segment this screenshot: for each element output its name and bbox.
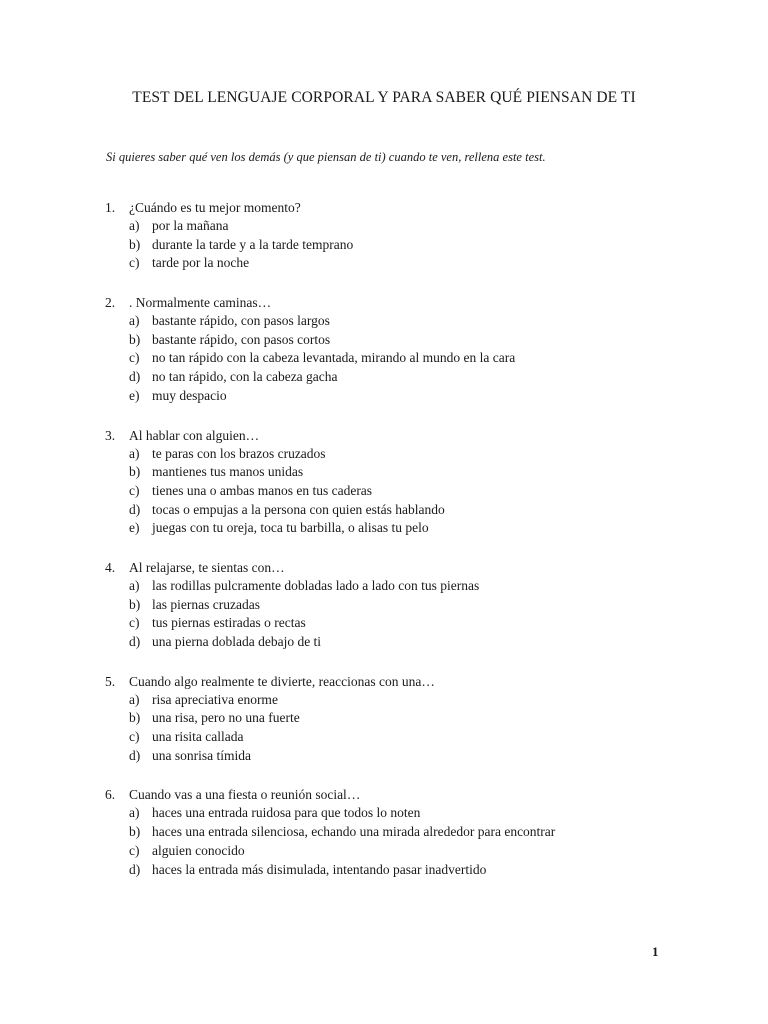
answer-option (105, 842, 715, 861)
option-letter: b) (129, 824, 141, 840)
answer-option (105, 387, 715, 406)
option-text: muy despacio (152, 387, 227, 403)
option-text: no tan rápido con la cabeza levantada, mirando al mundo en la cara (152, 350, 516, 366)
option-letter: c) (129, 842, 140, 858)
option-letter: b) (129, 710, 141, 726)
answer-option (105, 633, 715, 652)
option-text: tus piernas estiradas o rectas (152, 615, 306, 631)
option-letter: c) (129, 482, 140, 498)
option-text: durante la tarde y a la tarde temprano (152, 236, 354, 252)
question-text: ¿Cuándo es tu mejor momento? (129, 200, 301, 215)
page-number: 1 (652, 944, 659, 959)
option-text: tarde por la noche (152, 255, 250, 271)
answer-option (105, 236, 715, 255)
option-text: haces una entrada ruidosa para que todos lo noten (152, 805, 421, 821)
intro-text: Si quieres saber qué ven los demás (y que piensan de ti) cuando te ven, rellena este test. (106, 150, 546, 164)
question-line (105, 558, 715, 577)
question-number: 1. (105, 200, 116, 215)
question-3 (105, 426, 715, 538)
question-number: 6. (105, 787, 116, 803)
question-6 (105, 785, 715, 879)
option-text: haces la entrada más disimulada, intentando pasar inadvertido (152, 861, 487, 877)
answer-option (105, 577, 715, 596)
option-letter: a) (129, 691, 140, 707)
answer-option (105, 614, 715, 633)
question-1 (105, 198, 715, 273)
option-letter: d) (129, 501, 141, 517)
answer-option (105, 349, 715, 368)
answer-option (105, 482, 715, 501)
option-text: una risita callada (152, 729, 244, 745)
question-text: Al relajarse, te sientas con… (129, 559, 285, 575)
question-number: 5. (105, 673, 116, 689)
answer-option (105, 804, 715, 823)
answer-option (105, 217, 715, 236)
option-letter: b) (129, 236, 141, 252)
answer-option (105, 728, 715, 747)
question-text: Cuando algo realmente te divierte, reaccionas con una… (129, 673, 435, 689)
option-letter: d) (129, 747, 141, 763)
option-letter: c) (129, 350, 140, 366)
answer-option (105, 331, 715, 350)
option-letter: a) (129, 577, 140, 593)
option-letter: b) (129, 464, 141, 480)
option-text: una risa, pero no una fuerte (152, 710, 300, 726)
option-text: las rodillas pulcramente dobladas lado a lado con tus piernas (152, 577, 480, 593)
question-5 (105, 672, 715, 766)
answer-option (105, 254, 715, 273)
option-letter: c) (129, 255, 140, 271)
answer-option (105, 463, 715, 482)
option-letter: c) (129, 615, 140, 631)
option-text: bastante rápido, con pasos cortos (152, 331, 331, 347)
question-text: Al hablar con alguien… (129, 427, 260, 443)
question-text: . Normalmente caminas… (129, 295, 272, 311)
option-text: no tan rápido, con la cabeza gacha (152, 369, 338, 385)
question-line (105, 672, 715, 691)
answer-option (105, 519, 715, 538)
answer-option (105, 312, 715, 331)
question-number: 3. (105, 427, 116, 443)
answer-option (105, 445, 715, 464)
option-text: tienes una o ambas manos en tus caderas (152, 482, 373, 498)
answer-option (105, 861, 715, 880)
question-number: 4. (105, 559, 116, 575)
option-letter: c) (129, 729, 140, 745)
option-text: una pierna doblada debajo de ti (152, 634, 322, 649)
answer-option (105, 691, 715, 710)
answer-option (105, 823, 715, 842)
option-letter: b) (129, 596, 141, 612)
option-letter: e) (129, 520, 140, 536)
option-text: haces una entrada silenciosa, echando una mirada alrededor para encontrar (152, 824, 556, 840)
option-letter: d) (129, 369, 141, 385)
question-line (105, 198, 715, 217)
option-text: tocas o empujas a la persona con quien estás hablando (152, 501, 445, 517)
answer-option (105, 709, 715, 728)
question-4 (105, 558, 715, 652)
option-letter: a) (129, 445, 140, 461)
option-letter: e) (129, 387, 140, 403)
option-text: por la mañana (152, 218, 229, 233)
question-number: 2. (105, 295, 116, 311)
answer-option (105, 596, 715, 615)
question-list (105, 198, 715, 899)
answer-option (105, 368, 715, 387)
option-text: bastante rápido, con pasos largos (152, 313, 330, 329)
question-line (105, 426, 715, 445)
option-letter: a) (129, 218, 140, 233)
answer-option (105, 501, 715, 520)
question-2 (105, 293, 715, 405)
option-text: risa apreciativa enorme (152, 691, 278, 707)
option-letter: b) (129, 331, 141, 347)
document-title: TEST DEL LENGUAJE CORPORAL Y PARA SABER QUÉ PIENSAN DE TI (132, 89, 636, 106)
option-text: te paras con los brazos cruzados (152, 445, 326, 461)
option-letter: d) (129, 634, 141, 649)
option-text: alguien conocido (152, 842, 245, 858)
option-text: juegas con tu oreja, toca tu barbilla, o alisas tu pelo (152, 520, 429, 536)
question-line (105, 785, 715, 804)
option-text: mantienes tus manos unidas (152, 464, 304, 480)
option-text: una sonrisa tímida (152, 747, 251, 763)
answer-option (105, 747, 715, 766)
option-letter: a) (129, 805, 140, 821)
option-letter: a) (129, 313, 140, 329)
question-text: Cuando vas a una fiesta o reunión social… (129, 787, 361, 803)
option-letter: d) (129, 861, 141, 877)
option-text: las piernas cruzadas (152, 596, 260, 612)
question-line (105, 293, 715, 312)
